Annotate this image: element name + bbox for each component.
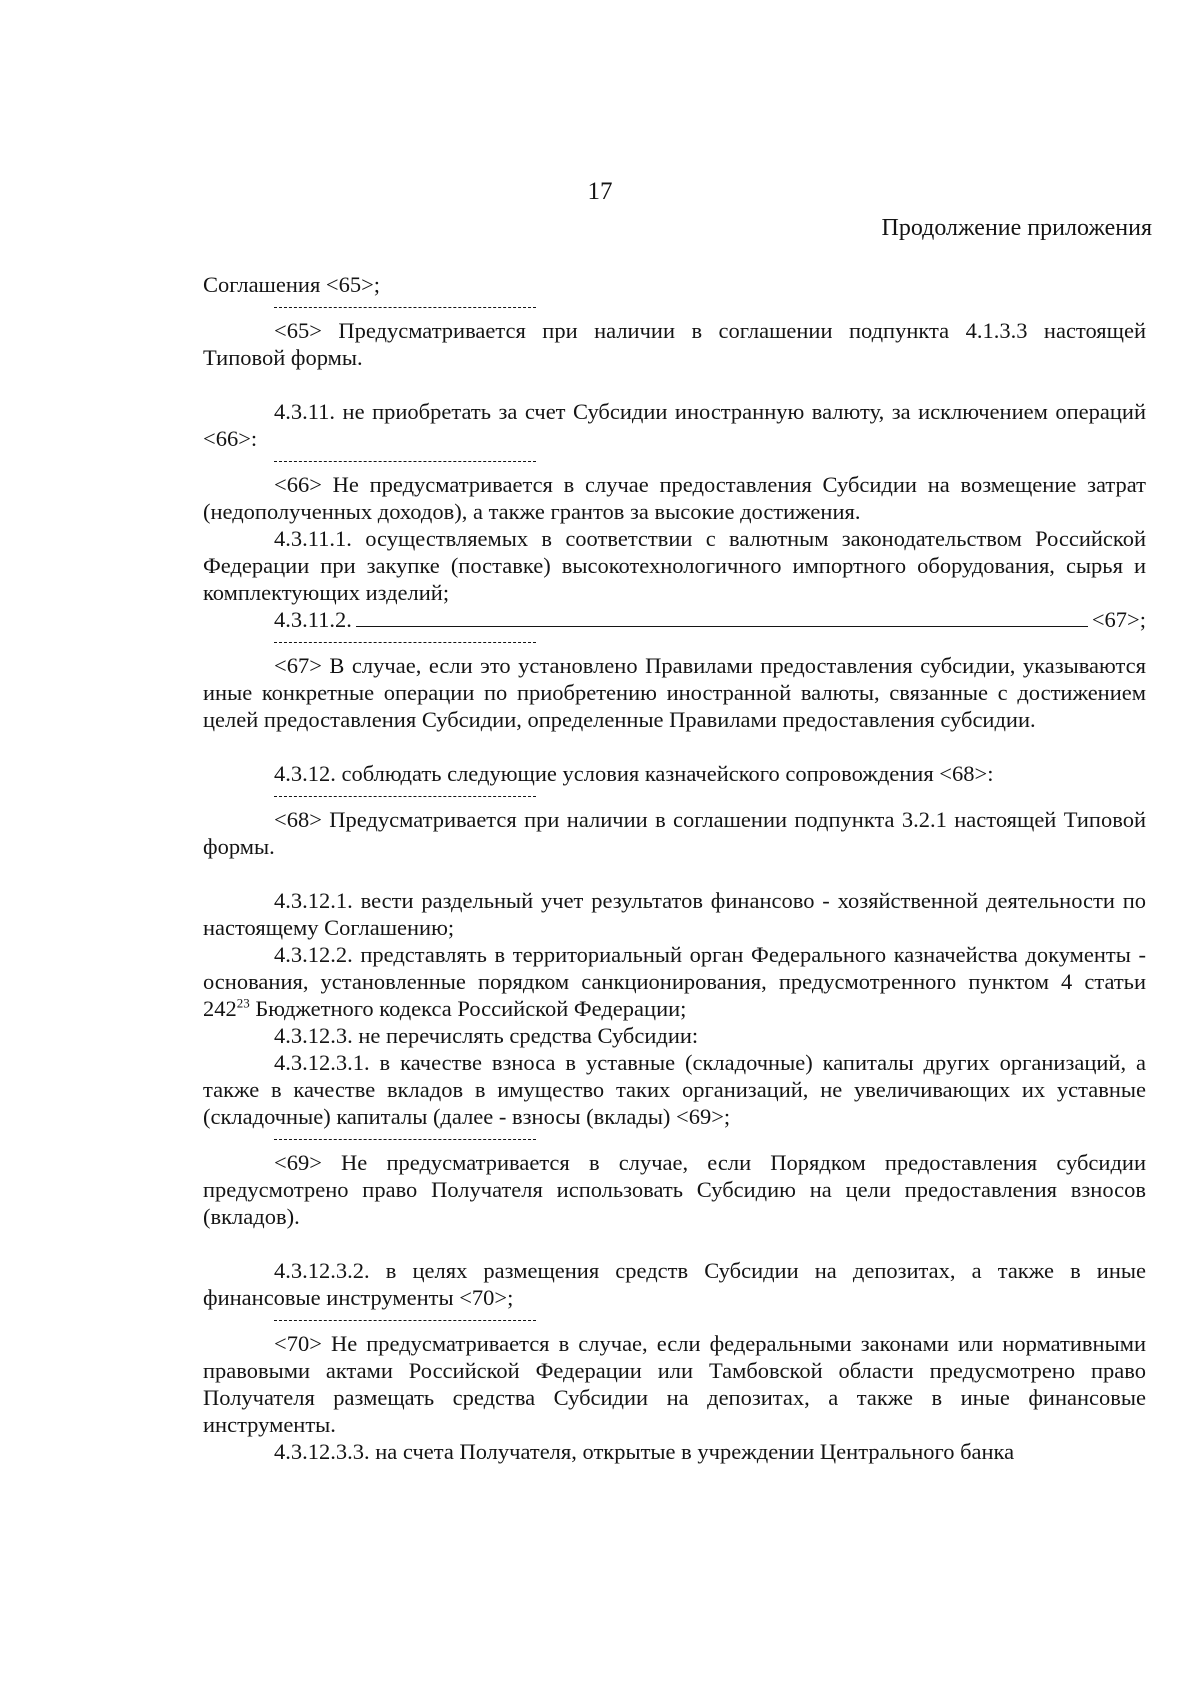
clause-4-3-12: 4.3.12. соблюдать следующие условия казначейского сопровождения <68>: [274, 761, 994, 786]
clause-4-3-12-2 [203, 941, 1146, 1022]
clause-4-3-11: 4.3.11. не приобретать за счет Субсидии иностранную валюту, за исключением операций <66>: [203, 399, 1146, 451]
footnote-66: <66> Не предусматривается в случае предоставления Субсидии на возмещение затрат (недополученных доходов), а также грантов за высокие достижения. [203, 472, 1146, 524]
footnote-65: <65> Предусматривается при наличии в соглашении подпункта 4.1.3.3 настоящей Типовой формы. [203, 318, 1146, 370]
footnote-separator [274, 302, 536, 313]
clause-4-3-12-3-2: 4.3.12.3.2. в целях размещения средств Субсидии на депозитах, а также в иные финансовые инструменты <70>; [203, 1258, 1146, 1310]
footnote-68: <68> Предусматривается при наличии в соглашении подпункта 3.2.1 настоящей Типовой формы. [203, 807, 1146, 859]
footnote-separator [274, 1134, 536, 1145]
clause-4-3-12-3-3: 4.3.12.3.3. на счета Получателя, открытые в учреждении Центрального банка [274, 1439, 1015, 1464]
clause-4-3-12-3-1: 4.3.12.3.1. в качестве взноса в уставные (складочные) капиталы других организаций, а также в качестве вкладов в имущество таких организаций, не увеличивающих их уставные (складочные) капиталы (далее - взносы (вклады) <69>; [203, 1050, 1146, 1129]
clause-number: 4.3.11.2. [274, 607, 352, 632]
footnote-separator [274, 791, 536, 802]
clause-text-tail: Бюджетного кодекса Российской Федерации; [249, 996, 687, 1021]
footnote-70: <70> Не предусматривается в случае, если федеральными законами или нормативными правовыми актами Российской Федерации или Тамбовской области предусмотрено право Получателя размещать средства Субсидии на депозитах, а также в иные финансовые инструменты. [203, 1331, 1146, 1437]
paragraph-agreement-tail: Соглашения <65>; [203, 272, 381, 297]
superscript: 23 [236, 995, 250, 1011]
footnote-separator [274, 637, 536, 648]
clause-4-3-12-1: 4.3.12.1. вести раздельный учет результатов финансово - хозяйственной деятельности по настоящему Соглашению; [203, 888, 1146, 940]
footnote-69: <69> Не предусматривается в случае, если Порядком предоставления субсидии предусмотрено право Получателя использовать Субсидию на цели предоставления взносов (вкладов). [203, 1150, 1146, 1229]
clause-4-3-11-2 [203, 606, 1146, 633]
footnote-67: <67> В случае, если это установлено Правилами предоставления субсидии, указываются иные конкретные операции по приобретению иностранной валюты, связанные с достижением целей предоставления Субсидии, определенные Правилами предоставления субсидии. [203, 653, 1146, 732]
clause-4-3-12-3: 4.3.12.3. не перечислять средства Субсидии: [274, 1023, 699, 1048]
footnote-separator [274, 1315, 536, 1326]
footnote-separator [274, 456, 536, 467]
clause-text: 4.3.12.2. представлять в территориальный орган Федерального казначейства документы - основания, установленные порядком санкционирования, предусмотренного пунктом 4 статьи 242 [203, 942, 1146, 1021]
document-body [203, 271, 1146, 1465]
continuation-header: Продолжение приложения [881, 215, 1152, 241]
footnote-ref-67: <67>; [1091, 607, 1146, 632]
blank-fill-line [356, 626, 1088, 627]
page-number: 17 [587, 178, 613, 205]
clause-4-3-11-1: 4.3.11.1. осуществляемых в соответствии с валютным законодательством Российской Федерации при закупке (поставке) высокотехнологичного импортного оборудования, сырья и комплектующих изделий; [203, 526, 1146, 605]
